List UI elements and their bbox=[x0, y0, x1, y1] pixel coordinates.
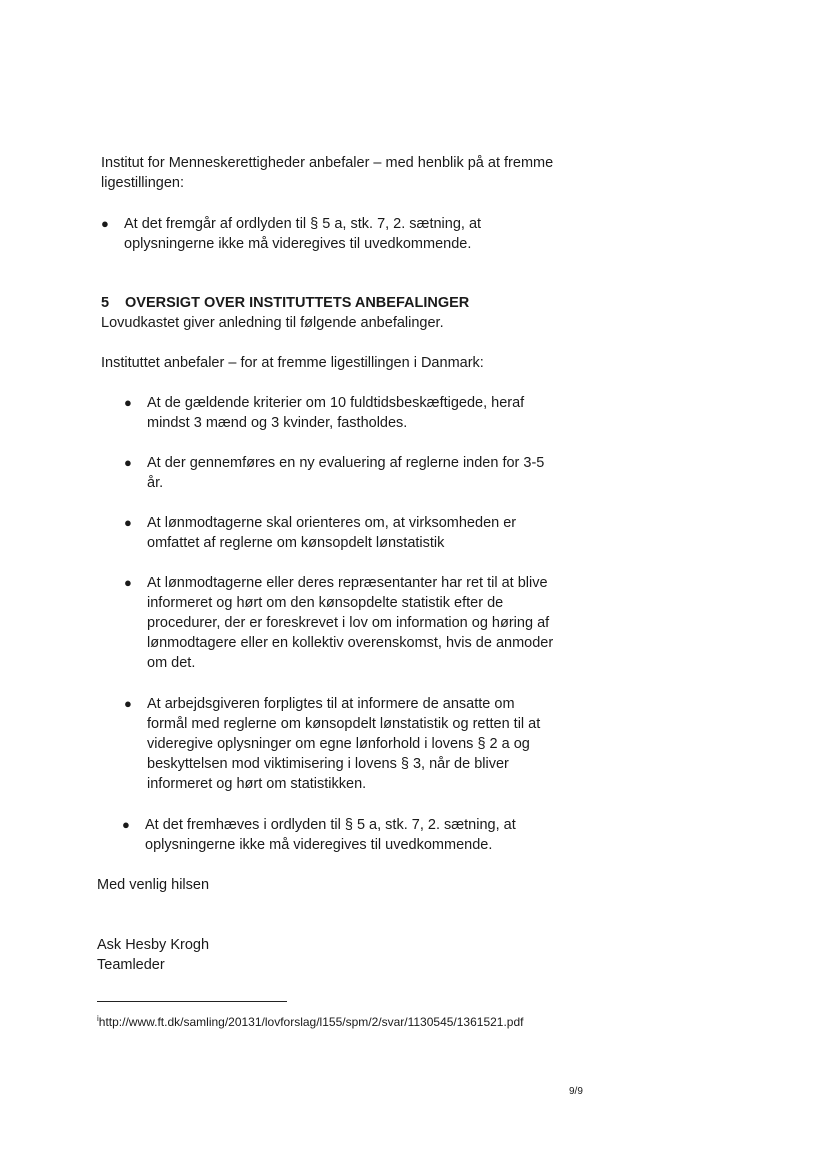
bullet-icon: ● bbox=[124, 395, 132, 410]
list-item bbox=[101, 214, 561, 254]
bullet-line: omfattet af reglerne om kønsopdelt lønstatistik bbox=[147, 535, 445, 551]
closing-greeting: Med venlig hilsen bbox=[97, 877, 210, 893]
list-item bbox=[124, 573, 569, 673]
section-number: 5 bbox=[101, 295, 110, 311]
bullet-line: mindst 3 mænd og 3 kvinder, fastholdes. bbox=[147, 415, 408, 431]
list-item bbox=[124, 393, 564, 433]
bullet-icon: ● bbox=[124, 575, 132, 590]
bullet-icon: ● bbox=[124, 455, 132, 470]
bullet-line: videregive oplysninger om egne lønforhold i lovens § 2 a og bbox=[147, 736, 530, 752]
footnote-marker: i bbox=[97, 1014, 99, 1023]
bullet-icon: ● bbox=[124, 696, 132, 711]
bullet-line: At det fremgår af ordlyden til § 5 a, stk. 7, 2. sætning, at bbox=[124, 216, 482, 232]
footnote-link[interactable]: http://www.ft.dk/samling/20131/lovforslag/l155/spm/2/svar/1130545/1361521.pdf bbox=[98, 1015, 524, 1029]
section-lead: Lovudkastet giver anledning til følgende anbefalinger. bbox=[101, 315, 444, 331]
bullet-line: informeret og hørt om statistikken. bbox=[147, 776, 367, 792]
bullet-line: år. bbox=[147, 475, 164, 491]
bullet-line: At lønmodtagerne eller deres repræsentanter har ret til at blive bbox=[147, 575, 548, 591]
bullet-line: lønmodtagere eller en kollektiv overenskomst, hvis de anmoder bbox=[147, 635, 554, 651]
intro-line-2: ligestillingen: bbox=[101, 175, 185, 191]
bullet-line: At de gældende kriterier om 10 fuldtidsbeskæftigede, heraf bbox=[147, 395, 525, 411]
bullet-line: At der gennemføres en ny evaluering af reglerne inden for 3-5 bbox=[147, 455, 545, 471]
bullet-line: beskyttelsen mod viktimisering i lovens § 3, når de bliver bbox=[147, 756, 509, 772]
footnote bbox=[97, 1014, 524, 1030]
list-item bbox=[124, 453, 564, 493]
bullet-line: oplysningerne ikke må videregives til uvedkommende. bbox=[145, 837, 493, 853]
bullet-line: om det. bbox=[147, 655, 196, 671]
section-heading bbox=[101, 293, 469, 313]
intro-line-1: Institut for Menneskerettigheder anbefaler – med henblik på at fremme bbox=[101, 155, 554, 171]
bullet-line: At lønmodtagerne skal orienteres om, at virksomheden er bbox=[147, 515, 517, 531]
list-item bbox=[124, 694, 564, 794]
bullet-line: procedurer, der er foreskrevet i lov om information og høring af bbox=[147, 615, 550, 631]
section-title: OVERSIGT OVER INSTITUTTETS ANBEFALINGER bbox=[125, 295, 470, 311]
bullet-line: informeret og hørt om den kønsopdelte statistik efter de bbox=[147, 595, 504, 611]
page-number: 9/9 bbox=[569, 1086, 583, 1097]
list-item bbox=[122, 815, 562, 855]
bullet-line: At det fremhæves i ordlyden til § 5 a, stk. 7, 2. sætning, at bbox=[145, 817, 516, 833]
footnote-divider bbox=[97, 1001, 287, 1002]
list-item bbox=[124, 513, 564, 553]
signatory-name: Ask Hesby Krogh bbox=[97, 937, 210, 953]
bullet-icon: ● bbox=[101, 216, 109, 231]
bullet-icon: ● bbox=[124, 515, 132, 530]
bullet-line: At arbejdsgiveren forpligtes til at informere de ansatte om bbox=[147, 696, 515, 712]
bullet-line: oplysningerne ikke må videregives til uvedkommende. bbox=[124, 236, 472, 252]
signatory-role: Teamleder bbox=[97, 957, 165, 973]
bullet-icon: ● bbox=[122, 817, 130, 832]
recommendations-intro: Instituttet anbefaler – for at fremme ligestillingen i Danmark: bbox=[101, 355, 484, 371]
bullet-line: formål med reglerne om kønsopdelt lønstatistik og retten til at bbox=[147, 716, 541, 732]
